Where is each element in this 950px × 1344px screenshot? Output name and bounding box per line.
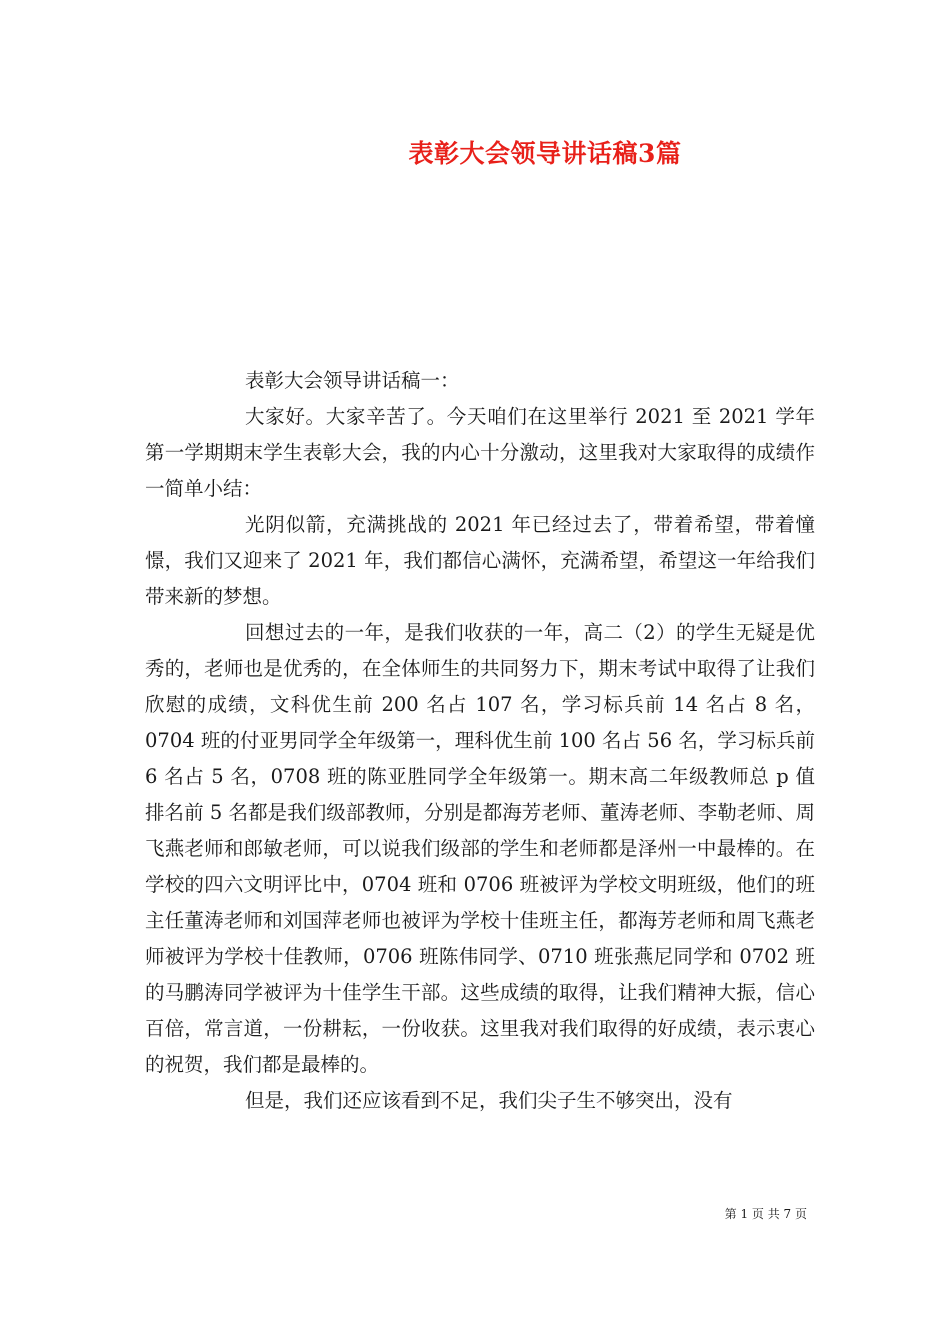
document-title: 表彰大会领导讲话稿3篇: [408, 139, 682, 168]
paragraph: 大家好。大家辛苦了。今天咱们在这里举行 2021 至 2021 学年第一学期期末学生表彰大会，我的内心十分激动，这里我对大家取得的成绩作一简单小结：: [145, 405, 815, 500]
paragraph: 回想过去的一年，是我们收获的一年，高二（2）的学生无疑是优秀的，老师也是优秀的，在全体师生的共同努力下，期末考试中取得了让我们欣慰的成绩，文科优生前 200 名占 107 名，学习标兵前 14 名占 8 名，0704 班的付亚男同学全年级第一，理科优生前 100 名占 56 名，学习标兵前 6 名占 5 名，0708 班的陈亚胜同学全年级第一。期末高二年级教师总 p 值排名前 5 名都是我们级部教师，分别是都海芳老师、董涛老师、李勒老师、周飞燕老师和郎敏老师，可以说我们级部的学生和老师都是泽州一中最棒的。在学校的四六文明评比中，0704 班和 0706 班被评为学校文明班级，他们的班主任董涛老师和刘国萍老师也被评为学校十佳班主任，都海芳老师和周飞燕老师被评为学校十佳教师，0706 班陈伟同学、0710 班张燕尼同学和 0702 班的马鹏涛同学被评为十佳学生干部。这些成绩的取得，让我们精神大振，信心百倍，常言道，一份耕耘，一份收获。这里我对我们取得的好成绩，表示衷心的祝贺，我们都是最棒的。: [145, 621, 815, 1076]
document-body: [145, 363, 815, 1119]
paragraph: 但是，我们还应该看到不足，我们尖子生不够突出，没有: [245, 1089, 733, 1112]
paragraph: 光阴似箭，充满挑战的 2021 年已经过去了，带着希望，带着憧憬，我们又迎来了 2021 年，我们都信心满怀，充满希望，希望这一年给我们带来新的梦想。: [145, 513, 815, 608]
page-number-footer: 第 1 页 共 7 页: [724, 1207, 807, 1221]
paragraph-heading: 表彰大会领导讲话稿一：: [245, 369, 460, 392]
